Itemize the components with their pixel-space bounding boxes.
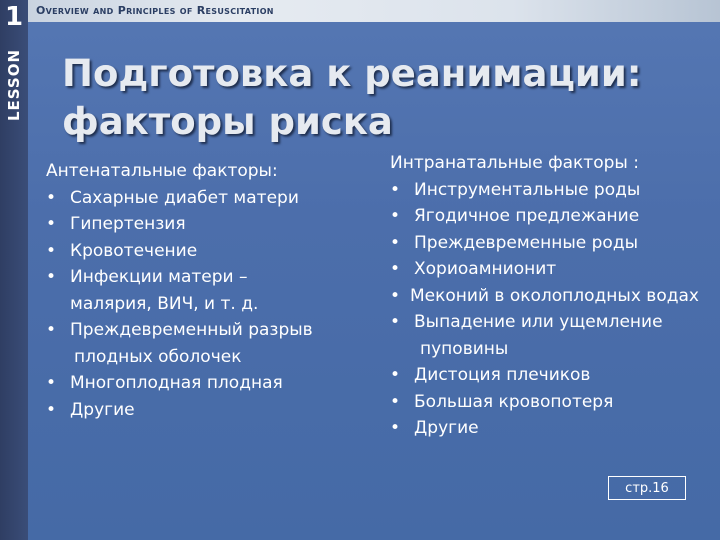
list-item-text: Ягодичное предлежание xyxy=(414,206,640,226)
list-item-text: Большая кровопотеря xyxy=(414,391,614,412)
list-item-text: Меконий в околоплодных водах xyxy=(410,285,699,306)
list-item-text: Сахарные диабет матери xyxy=(70,187,299,208)
lesson-word: LESSON xyxy=(5,48,24,122)
course-header-bar xyxy=(28,0,720,22)
bullet: • xyxy=(46,240,57,261)
list-item-text: Кровотечение xyxy=(70,240,198,261)
bullet: • xyxy=(46,267,57,287)
bullet: • xyxy=(390,285,401,306)
list-item-text: Другие xyxy=(70,399,135,420)
list-item xyxy=(46,370,376,397)
bullet: • xyxy=(390,418,401,438)
slide-title xyxy=(62,50,702,146)
lesson-side-strip xyxy=(0,0,28,540)
antenatal-heading: Антенатальные факторы: xyxy=(46,161,278,181)
slide-title-line-1: Подготовка к реанимации: xyxy=(62,52,642,95)
bullet: • xyxy=(390,365,401,385)
bullet: • xyxy=(390,232,401,253)
bullet: • xyxy=(46,214,57,234)
list-item xyxy=(390,177,715,204)
bullet: • xyxy=(46,399,57,420)
list-item-text: Преждевременный разрыв xyxy=(70,320,313,340)
list-item-continuation: плодных оболочек xyxy=(74,346,242,367)
list-item xyxy=(46,211,376,238)
bullet: • xyxy=(390,259,401,279)
page-reference-box: стр.16 xyxy=(608,476,686,500)
list-item xyxy=(390,389,715,416)
lesson-label xyxy=(2,40,26,130)
list-item xyxy=(390,362,715,389)
list-item xyxy=(390,230,715,257)
bullet: • xyxy=(390,179,401,200)
list-item xyxy=(390,415,715,442)
bullet: • xyxy=(46,187,57,208)
bullet: • xyxy=(390,206,401,226)
course-title: Overview and Principles of Resuscitation xyxy=(36,4,274,17)
list-item xyxy=(46,397,376,424)
list-item-text: Выпадение или ущемление xyxy=(414,312,663,332)
list-item-text: Инфекции матери – xyxy=(70,267,248,287)
intranatal-factors-list xyxy=(390,150,715,442)
list-item-text: Дистоция плечиков xyxy=(414,365,591,385)
list-item xyxy=(46,317,376,344)
list-item xyxy=(390,309,715,336)
list-item-text: Инструментальные роды xyxy=(414,179,641,200)
bullet: • xyxy=(390,312,401,332)
lesson-number: 1 xyxy=(4,2,24,32)
bullet: • xyxy=(46,373,57,393)
list-item-text: Хориоамнионит xyxy=(414,259,557,279)
list-item-text: Другие xyxy=(414,418,479,438)
list-item-text: Преждевременные роды xyxy=(414,232,638,253)
antenatal-factors-list xyxy=(46,158,376,423)
bullet: • xyxy=(390,391,401,412)
intranatal-heading: Интранатальные факторы : xyxy=(390,153,639,173)
list-item xyxy=(390,256,715,283)
list-item xyxy=(390,203,715,230)
list-item xyxy=(46,264,376,291)
list-item-continuation: малярия, ВИЧ, и т. д. xyxy=(70,293,259,314)
list-item-continuation: пуповины xyxy=(420,338,509,359)
list-item-text: Гипертензия xyxy=(70,214,186,234)
list-item xyxy=(390,283,715,310)
list-item xyxy=(46,185,376,212)
slide-title-line-2: факторы риска xyxy=(62,100,393,143)
list-item xyxy=(46,238,376,265)
bullet: • xyxy=(46,320,57,340)
list-item-text: Многоплодная плодная xyxy=(70,373,283,393)
